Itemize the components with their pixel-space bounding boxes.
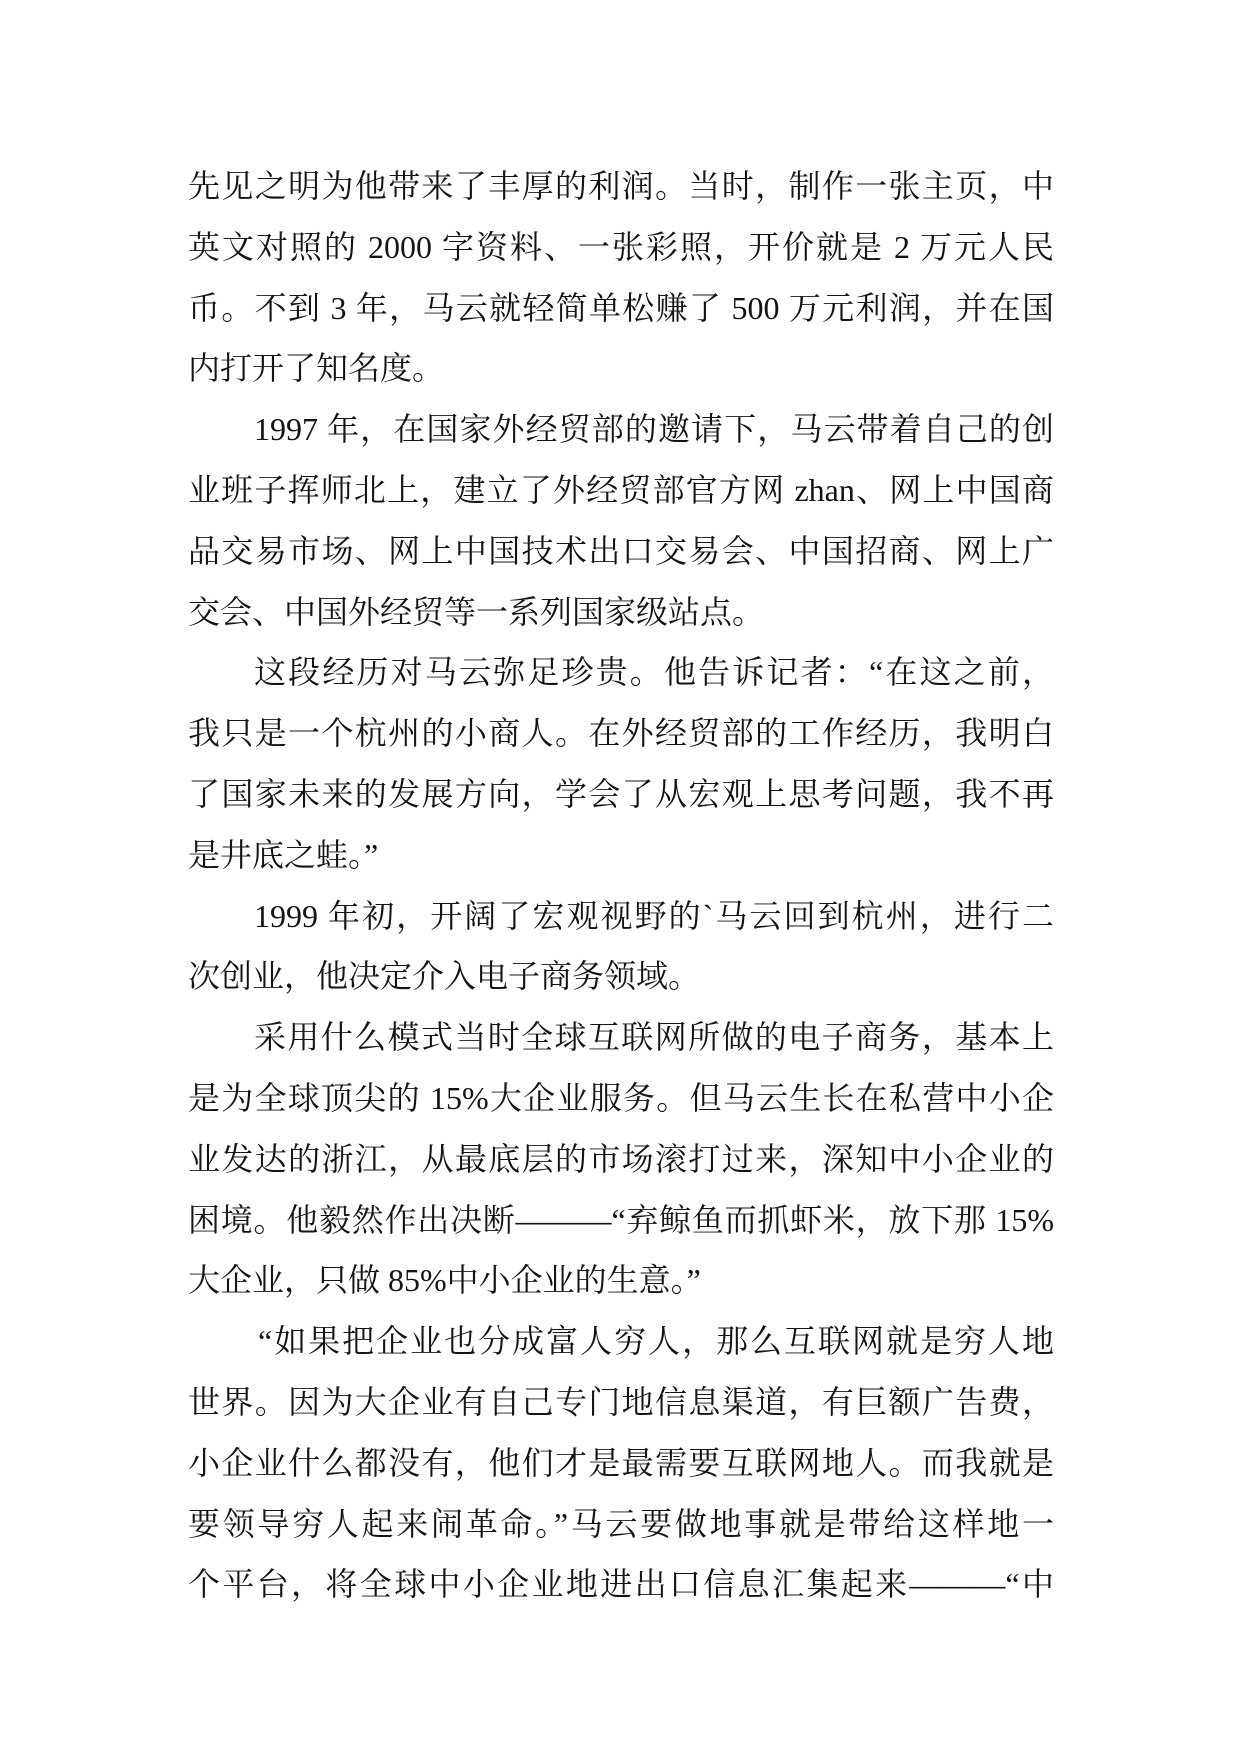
- paragraph-line: 采用什么模式当时全球互联网所做的电子商务，基本上: [254, 1019, 1054, 1056]
- document-body: [188, 156, 1054, 1615]
- paragraph-line: 币。不到 3 年，马云就轻简单松赚了 500 万元利润，并在国: [188, 289, 1054, 326]
- paragraph: [188, 886, 1054, 1008]
- paragraph-line: 次创业，他决定介入电子商务领域。: [188, 958, 701, 995]
- paragraph-line: 世界。因为大企业有自己专门地信息渠道，有巨额广告费，: [188, 1383, 1054, 1420]
- paragraph: [188, 399, 1054, 642]
- paragraph-line: 小企业什么都没有，他们才是最需要互联网地人。而我就是: [188, 1444, 1054, 1481]
- paragraph-line: 品交易市场、网上中国技术出口交易会、中国招商、网上广: [188, 532, 1054, 569]
- paragraph-line: 困境。他毅然作出决断———“弃鲸鱼而抓虾米，放下那 15%: [188, 1201, 1054, 1238]
- paragraph-line: 是为全球顶尖的 15%大企业服务。但马云生长在私营中小企: [188, 1079, 1054, 1116]
- paragraph: [188, 642, 1054, 885]
- paragraph-line: 内打开了知名度。: [188, 350, 445, 387]
- paragraph-line: 先见之明为他带来了丰厚的利润。当时，制作一张主页，中: [188, 168, 1054, 204]
- paragraph-line: 1999 年初，开阔了宏观视野的`马云回到杭州，进行二: [254, 897, 1054, 934]
- paragraph-line: 我只是一个杭州的小商人。在外经贸部的工作经历，我明白: [188, 715, 1054, 752]
- paragraph-line: 是井底之蛙。”: [188, 836, 379, 873]
- paragraph-line: 要领导穷人起来闹革命。”马云要做地事就是带给这样地一: [188, 1505, 1054, 1542]
- paragraph-line: 了国家未来的发展方向，学会了从宏观上思考问题，我不再: [188, 775, 1054, 812]
- paragraph-line: 英文对照的 2000 字资料、一张彩照，开价就是 2 万元人民: [188, 228, 1054, 265]
- paragraph-line: 这段经历对马云弥足珍贵。他告诉记者：“在这之前，: [254, 654, 1054, 691]
- paragraph-line: 业发达的浙江，从最底层的市场滚打过来，深知中小企业的: [188, 1140, 1054, 1177]
- paragraph-line: “如果把企业也分成富人穷人，那么互联网就是穷人地: [258, 1323, 1054, 1360]
- paragraph-line: 业班子挥师北上，建立了外经贸部官方网 zhan、网上中国商: [188, 471, 1054, 508]
- paragraph-line: 交会、中国外经贸等一系列国家级站点。: [188, 593, 765, 630]
- paragraph-line: 个平台，将全球中小企业地进出口信息汇集起来———“中: [188, 1566, 1054, 1603]
- paragraph: [188, 156, 1054, 399]
- paragraph-line: 大企业，只做 85%中小企业的生意。”: [188, 1262, 701, 1299]
- paragraph-line: 1997 年，在国家外经贸部的邀请下，马云带着自己的创: [254, 411, 1054, 448]
- paragraph: [188, 1007, 1054, 1311]
- paragraph: [188, 1311, 1054, 1615]
